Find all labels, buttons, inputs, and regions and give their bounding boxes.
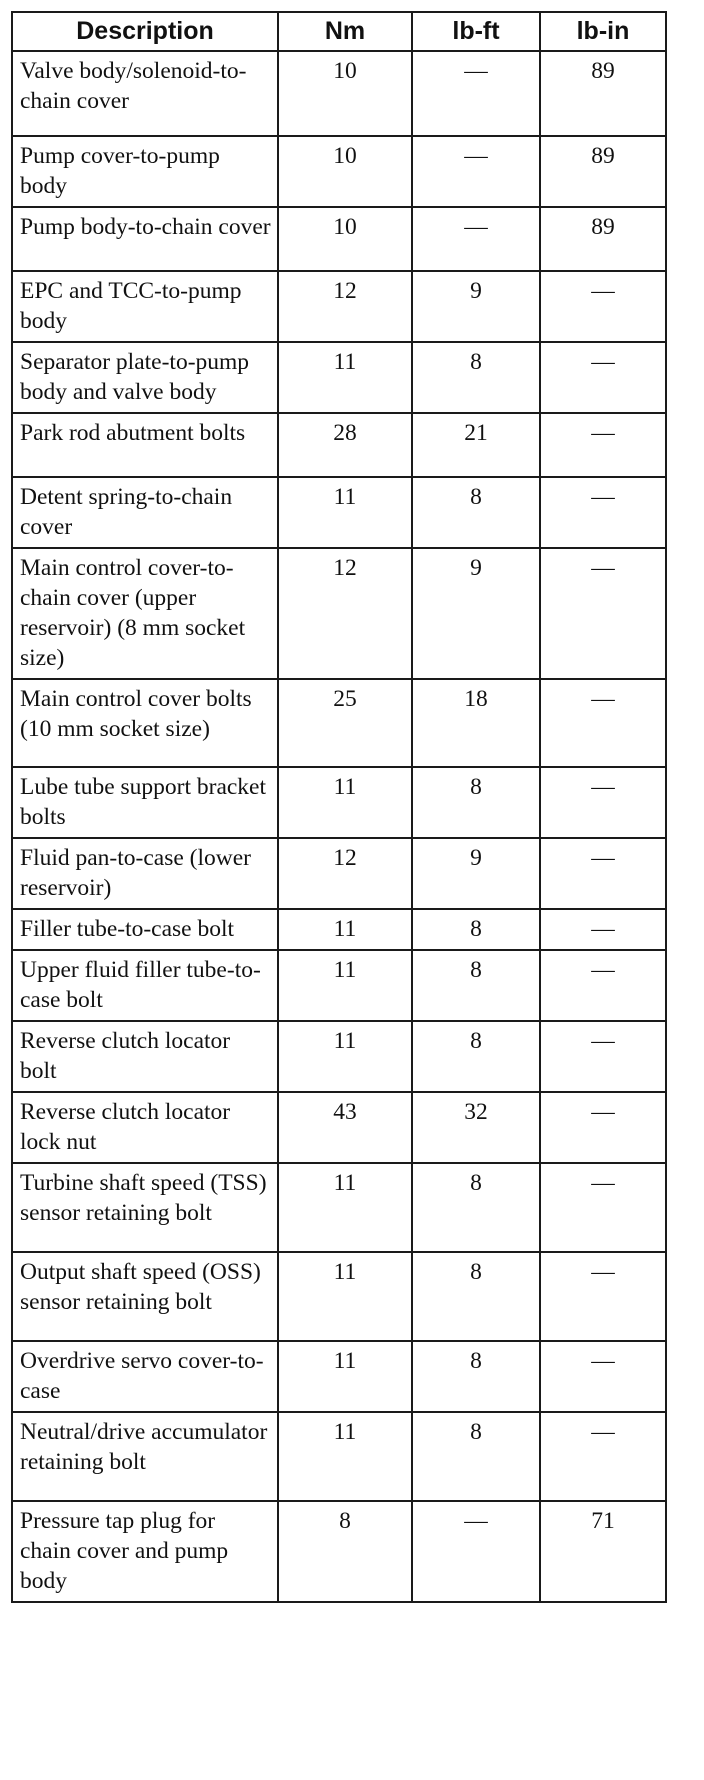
cell-lb-in: — bbox=[540, 413, 666, 477]
cell-description: Valve body/solenoid-to-chain cover bbox=[12, 51, 278, 136]
cell-lb-ft: 8 bbox=[412, 1412, 540, 1501]
table-row bbox=[12, 51, 666, 136]
cell-lb-in: — bbox=[540, 1252, 666, 1341]
cell-lb-ft: 9 bbox=[412, 838, 540, 909]
cell-lb-ft: 8 bbox=[412, 767, 540, 838]
cell-lb-in: 89 bbox=[540, 51, 666, 136]
cell-nm: 11 bbox=[278, 1163, 412, 1252]
cell-description: Reverse clutch locator lock nut bbox=[12, 1092, 278, 1163]
cell-nm: 10 bbox=[278, 136, 412, 207]
table-row bbox=[12, 767, 666, 838]
cell-lb-ft: 8 bbox=[412, 909, 540, 950]
cell-nm: 12 bbox=[278, 838, 412, 909]
table-row bbox=[12, 136, 666, 207]
cell-lb-ft: 9 bbox=[412, 271, 540, 342]
cell-lb-ft: 8 bbox=[412, 1252, 540, 1341]
cell-nm: 12 bbox=[278, 271, 412, 342]
cell-nm: 28 bbox=[278, 413, 412, 477]
cell-lb-in: — bbox=[540, 548, 666, 679]
cell-lb-ft: — bbox=[412, 136, 540, 207]
cell-nm: 11 bbox=[278, 950, 412, 1021]
cell-lb-in: — bbox=[540, 1341, 666, 1412]
cell-lb-ft: 8 bbox=[412, 950, 540, 1021]
cell-description: Main control cover-to-chain cover (upper reservoir) (8 mm socket size) bbox=[12, 548, 278, 679]
cell-description: Main control cover bolts (10 mm socket size) bbox=[12, 679, 278, 767]
cell-lb-in: 89 bbox=[540, 136, 666, 207]
torque-specifications-table bbox=[11, 11, 667, 1603]
table-row bbox=[12, 413, 666, 477]
cell-lb-ft: 32 bbox=[412, 1092, 540, 1163]
cell-lb-ft: — bbox=[412, 1501, 540, 1602]
table-row bbox=[12, 548, 666, 679]
cell-lb-in: — bbox=[540, 271, 666, 342]
cell-nm: 11 bbox=[278, 342, 412, 413]
cell-lb-in: — bbox=[540, 950, 666, 1021]
cell-description: Overdrive servo cover-to-case bbox=[12, 1341, 278, 1412]
cell-description: Pump cover-to-pump body bbox=[12, 136, 278, 207]
cell-description: Pump body-to-chain cover bbox=[12, 207, 278, 271]
cell-lb-ft: 8 bbox=[412, 1163, 540, 1252]
cell-description: Pressure tap plug for chain cover and pump body bbox=[12, 1501, 278, 1602]
cell-lb-ft: 21 bbox=[412, 413, 540, 477]
cell-nm: 11 bbox=[278, 1341, 412, 1412]
table-row bbox=[12, 207, 666, 271]
cell-lb-ft: — bbox=[412, 207, 540, 271]
cell-lb-in: — bbox=[540, 1163, 666, 1252]
cell-lb-ft: 18 bbox=[412, 679, 540, 767]
cell-description: Separator plate-to-pump body and valve body bbox=[12, 342, 278, 413]
cell-nm: 11 bbox=[278, 1252, 412, 1341]
header-nm: Nm bbox=[278, 12, 412, 51]
table-row bbox=[12, 1252, 666, 1341]
cell-description: EPC and TCC-to-pump body bbox=[12, 271, 278, 342]
table-row bbox=[12, 909, 666, 950]
table-row bbox=[12, 1092, 666, 1163]
cell-nm: 11 bbox=[278, 1412, 412, 1501]
cell-nm: 12 bbox=[278, 548, 412, 679]
cell-lb-in: — bbox=[540, 909, 666, 950]
cell-description: Turbine shaft speed (TSS) sensor retaining bolt bbox=[12, 1163, 278, 1252]
header-lb-in: lb-in bbox=[540, 12, 666, 51]
cell-lb-in: — bbox=[540, 1412, 666, 1501]
cell-nm: 11 bbox=[278, 477, 412, 548]
table-body bbox=[12, 51, 666, 1602]
table-row bbox=[12, 1412, 666, 1501]
cell-nm: 10 bbox=[278, 51, 412, 136]
table-row bbox=[12, 1021, 666, 1092]
table-row bbox=[12, 477, 666, 548]
cell-nm: 11 bbox=[278, 1021, 412, 1092]
table-row bbox=[12, 1163, 666, 1252]
cell-nm: 10 bbox=[278, 207, 412, 271]
header-lb-ft: lb-ft bbox=[412, 12, 540, 51]
cell-lb-in: — bbox=[540, 477, 666, 548]
cell-lb-in: — bbox=[540, 1021, 666, 1092]
cell-description: Filler tube-to-case bolt bbox=[12, 909, 278, 950]
cell-lb-ft: 8 bbox=[412, 342, 540, 413]
table-row bbox=[12, 271, 666, 342]
cell-lb-ft: 8 bbox=[412, 477, 540, 548]
cell-lb-in: — bbox=[540, 342, 666, 413]
cell-lb-ft: — bbox=[412, 51, 540, 136]
cell-description: Lube tube support bracket bolts bbox=[12, 767, 278, 838]
table-row bbox=[12, 342, 666, 413]
cell-lb-in: — bbox=[540, 679, 666, 767]
cell-description: Fluid pan-to-case (lower reservoir) bbox=[12, 838, 278, 909]
cell-nm: 8 bbox=[278, 1501, 412, 1602]
table-row bbox=[12, 950, 666, 1021]
table-row bbox=[12, 1341, 666, 1412]
cell-lb-ft: 9 bbox=[412, 548, 540, 679]
header-description: Description bbox=[12, 12, 278, 51]
cell-lb-in: — bbox=[540, 838, 666, 909]
cell-nm: 43 bbox=[278, 1092, 412, 1163]
cell-description: Reverse clutch locator bolt bbox=[12, 1021, 278, 1092]
cell-description: Detent spring-to-chain cover bbox=[12, 477, 278, 548]
cell-lb-in: 71 bbox=[540, 1501, 666, 1602]
cell-lb-ft: 8 bbox=[412, 1021, 540, 1092]
cell-lb-in: — bbox=[540, 767, 666, 838]
cell-nm: 11 bbox=[278, 909, 412, 950]
cell-description: Neutral/drive accumulator retaining bolt bbox=[12, 1412, 278, 1501]
table-header-row bbox=[12, 12, 666, 51]
cell-nm: 25 bbox=[278, 679, 412, 767]
cell-nm: 11 bbox=[278, 767, 412, 838]
table-row bbox=[12, 679, 666, 767]
cell-lb-ft: 8 bbox=[412, 1341, 540, 1412]
cell-lb-in: — bbox=[540, 1092, 666, 1163]
cell-description: Output shaft speed (OSS) sensor retaining bolt bbox=[12, 1252, 278, 1341]
table-row bbox=[12, 838, 666, 909]
cell-description: Upper fluid filler tube-to-case bolt bbox=[12, 950, 278, 1021]
cell-description: Park rod abutment bolts bbox=[12, 413, 278, 477]
cell-lb-in: 89 bbox=[540, 207, 666, 271]
table-row bbox=[12, 1501, 666, 1602]
